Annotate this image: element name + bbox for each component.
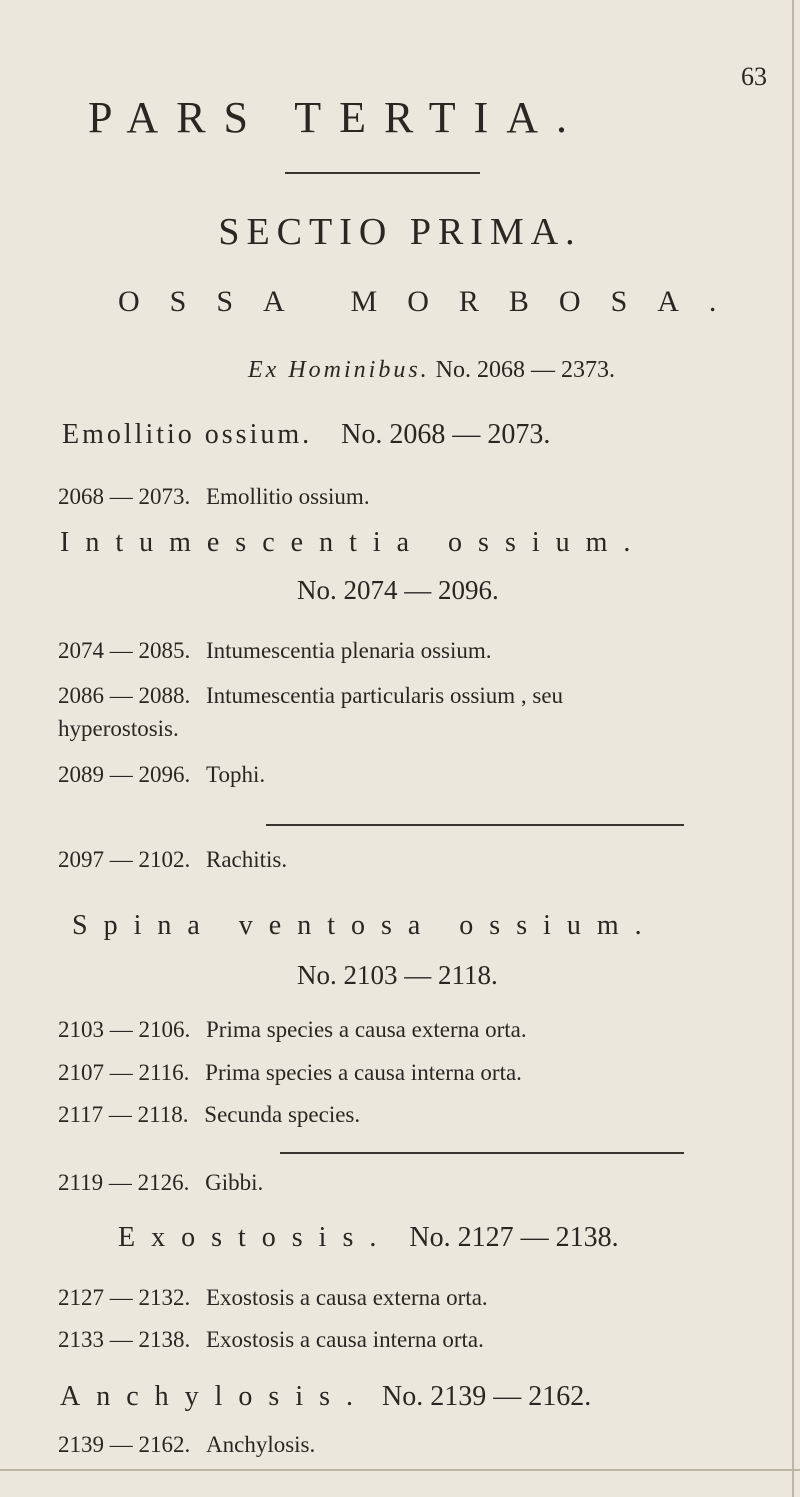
entry-nums: 2103 — 2106. bbox=[58, 1017, 191, 1042]
entry-nums: 2074 — 2085. bbox=[58, 638, 191, 663]
exostosis-range: No. 2127 — 2138. bbox=[409, 1222, 619, 1253]
entry-2133 bbox=[58, 1327, 484, 1353]
emollitio-heading-line bbox=[62, 419, 550, 451]
entry-nums: 2133 — 2138. bbox=[58, 1327, 191, 1352]
divider-rule bbox=[280, 1152, 684, 1154]
entry-2107 bbox=[58, 1060, 522, 1086]
entry-2068 bbox=[58, 484, 370, 510]
source-prefix: Ex Hominibus. bbox=[248, 357, 430, 383]
spina-range: No. 2103 — 2118. bbox=[297, 960, 498, 990]
divider-rule bbox=[266, 824, 684, 826]
entry-text: Secunda species. bbox=[204, 1102, 361, 1127]
entry-nums: 2127 — 2132. bbox=[58, 1285, 191, 1310]
title-rule bbox=[285, 172, 480, 174]
entry-nums: 2068 — 2073. bbox=[58, 484, 191, 509]
section-heading: SECTIO PRIMA. bbox=[218, 211, 582, 253]
subtitle: OSSA MORBOSA. bbox=[118, 285, 747, 318]
emollitio-heading: Emollitio ossium. bbox=[62, 419, 313, 450]
entry-text: Tophi. bbox=[206, 762, 266, 787]
entry-nums: 2107 — 2116. bbox=[58, 1060, 190, 1085]
entry-text: Exostosis a causa externa orta. bbox=[206, 1285, 488, 1310]
anchylosis-heading-line bbox=[60, 1381, 591, 1413]
entry-text: Intumescentia particularis ossium , seu bbox=[206, 683, 564, 708]
page-edge-bottom bbox=[0, 1469, 800, 1471]
entry-2139 bbox=[58, 1432, 315, 1458]
entry-2119 bbox=[58, 1170, 263, 1196]
page-number: 63 bbox=[741, 62, 767, 91]
exostosis-heading: Exostosis. bbox=[118, 1222, 393, 1253]
source-line bbox=[248, 357, 615, 384]
intumescentia-heading: Intumescentia ossium. bbox=[60, 527, 647, 558]
entry-text: Prima species a causa interna orta. bbox=[205, 1060, 522, 1085]
entry-text: Prima species a causa externa orta. bbox=[206, 1017, 527, 1042]
entry-text: Intumescentia plenaria ossium. bbox=[206, 638, 492, 663]
entry-text: Rachitis. bbox=[206, 847, 288, 872]
entry-2086 bbox=[58, 683, 563, 709]
entry-2097 bbox=[58, 847, 287, 873]
page-title: PARS TERTIA. bbox=[88, 93, 585, 142]
entry-text: Emollitio ossium. bbox=[206, 484, 370, 509]
entry-2117 bbox=[58, 1102, 360, 1128]
entry-2086-continuation: hyperostosis. bbox=[58, 716, 179, 741]
exostosis-heading-line bbox=[118, 1222, 619, 1254]
entry-2089 bbox=[58, 762, 265, 788]
entry-nums: 2117 — 2118. bbox=[58, 1102, 189, 1127]
spina-heading: Spina ventosa ossium. bbox=[72, 910, 658, 941]
entry-nums: 2086 — 2088. bbox=[58, 683, 191, 708]
entry-nums: 2089 — 2096. bbox=[58, 762, 191, 787]
entry-nums: 2119 — 2126. bbox=[58, 1170, 190, 1195]
intumescentia-range: No. 2074 — 2096. bbox=[297, 575, 499, 605]
entry-nums: 2139 — 2162. bbox=[58, 1432, 191, 1457]
entry-2127 bbox=[58, 1285, 488, 1311]
emollitio-range: No. 2068 — 2073. bbox=[341, 419, 551, 450]
entry-text: Exostosis a causa interna orta. bbox=[206, 1327, 484, 1352]
entry-nums: 2097 — 2102. bbox=[58, 847, 191, 872]
entry-text: Anchylosis. bbox=[206, 1432, 316, 1457]
anchylosis-range: No. 2139 — 2162. bbox=[382, 1381, 592, 1412]
entry-2074 bbox=[58, 638, 492, 664]
entry-text: Gibbi. bbox=[205, 1170, 264, 1195]
anchylosis-heading: Anchylosis. bbox=[60, 1381, 369, 1412]
source-range: No. 2068 — 2373. bbox=[435, 357, 615, 383]
entry-2103 bbox=[58, 1017, 527, 1043]
